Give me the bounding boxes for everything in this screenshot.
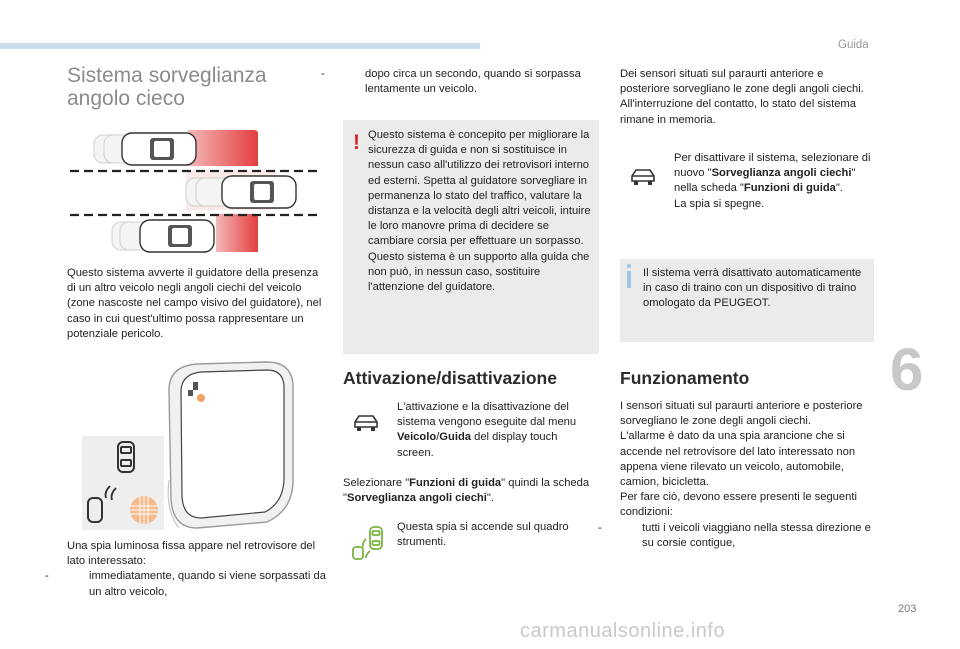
warning-text: Questo sistema è concepito per migliorare la sicurezza di guida e non si sostituisce in nessun caso all'utilizzo dei retrovisori interno ed esterni. Spetta al guidatore sorvegliare in permanenza lo stato del traffico, valutare la distanza e la velocità degli altri veicoli, intuire le loro manovre prima di decidere se cambiare corsia per effettuare un sorpasso. Questo sistema è un supporto alla guida che non può, in nessun caso, sostituire l'attenzione del guidatore. bbox=[368, 129, 591, 294]
deactivation-text: Per disattivare il sistema, selezionare di nuovo "Sorveglianza angoli ciechi" nella scheda "Funzioni di guida". La spia si spegne. bbox=[674, 152, 871, 210]
section-label: Guida bbox=[838, 39, 869, 51]
warning-icon: ! bbox=[353, 131, 360, 154]
info-text: Il sistema verrà disattivato automaticamente in caso di traino con un dispositivo di traino omologato da PEUGEOT. bbox=[643, 267, 862, 310]
car-menu-icon bbox=[629, 167, 657, 187]
orange-lamp-icon bbox=[130, 496, 158, 524]
mirror-illustration bbox=[167, 360, 307, 530]
activation-text: L'attivazione e la disattivazione del sistema vengono eseguite dal menu Veicolo/Guida del display touch screen. bbox=[397, 401, 577, 459]
blind-spot-lamp-icon bbox=[350, 525, 386, 561]
section-title-operation: Funzionamento bbox=[620, 368, 750, 388]
page-title bbox=[67, 64, 327, 110]
header-bar bbox=[0, 43, 480, 49]
bullet-item: - dopo circa un secondo, quando si sorpassa lentamente un veicolo. bbox=[321, 68, 581, 96]
blind-spot-diagram bbox=[66, 126, 326, 258]
bullet-item: - tutti i veicoli viaggiano nella stessa direzione e su corsie contigue, bbox=[598, 521, 871, 549]
chapter-number: 6 bbox=[890, 336, 924, 403]
lamp-paragraph bbox=[45, 539, 329, 600]
select-instruction: Selezionare "Funzioni di guida" quindi la scheda "Sorveglianza angoli ciechi". bbox=[343, 477, 590, 505]
lamp-instrument-text: Questa spia si accende sul quadro strumenti. bbox=[397, 521, 569, 549]
intro-paragraph: Questo sistema avverte il guidatore della presenza di un altro veicolo negli angoli ciechi del veicolo (zone nascoste nel campo visivo del guidatore), nel caso in cui quest'ultimo possa rappresentare un potenziale pericolo. bbox=[67, 267, 322, 340]
car-menu-icon bbox=[352, 413, 380, 433]
section-title-activation: Attivazione/disattivazione bbox=[343, 368, 557, 388]
lamp-intro: Una spia luminosa fissa appare nel retrovisore del lato interessato: bbox=[67, 540, 316, 568]
watermark: carmanualsonline.info bbox=[520, 620, 726, 642]
bullet-item: - immediatamente, quando si viene sorpassati da un altro veicolo, bbox=[45, 570, 326, 598]
sensors-paragraph: Dei sensori situati sul paraurti anteriore e posteriore sorvegliano le zone degli angoli ciechi. All'interruzione del contatto, lo stato del sistema rimane in memoria. bbox=[620, 68, 864, 126]
page-number: 203 bbox=[898, 603, 917, 615]
operation-text: I sensori situati sul paraurti anteriore e posteriore sorvegliano le zone degli angoli ciechi. L'allarme è dato da una spia arancione che si accende nel retrovisore del lato interessato non appena viene rilevato un veicolo, automobile, camion, bicicletta. Per fare ciò, devono essere presenti le seguenti condizioni: - tutti i veicoli viaggiano nella stessa direzione e su corsie contigue, bbox=[620, 399, 878, 551]
info-icon bbox=[627, 264, 631, 288]
mirror-lamp-detail bbox=[82, 436, 164, 530]
title-line-1: Sistema sorveglianza bbox=[67, 64, 267, 87]
title-line-2: angolo cieco bbox=[67, 87, 185, 110]
